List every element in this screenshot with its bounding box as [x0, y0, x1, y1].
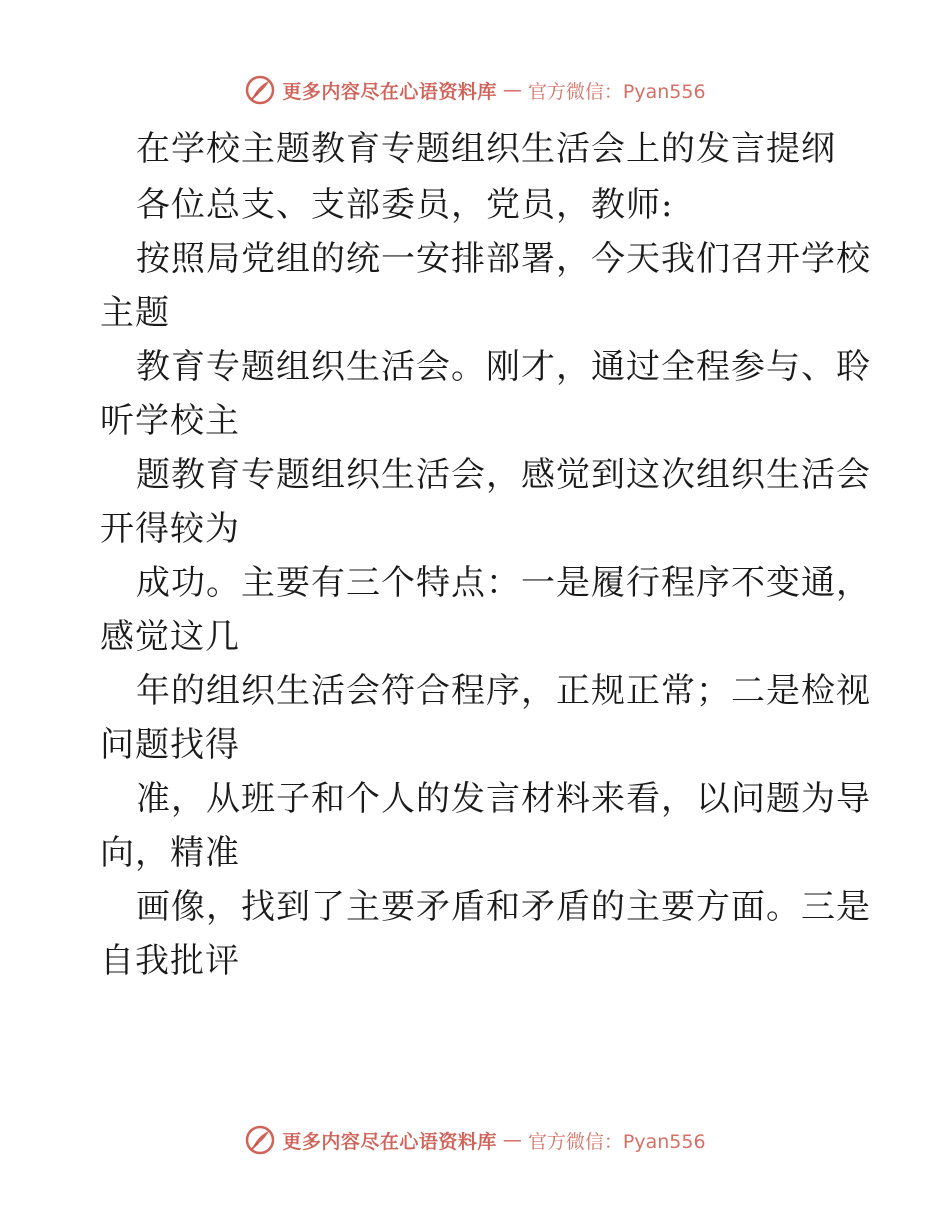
- watermark-separator: —: [502, 79, 522, 101]
- paragraph-line: 教育专题组织生活会。刚才，通过全程参与、聆: [136, 347, 871, 387]
- paragraph-line: 画像，找到了主要矛盾和矛盾的主要方面。三是: [136, 887, 871, 927]
- paragraph-line: 主题: [100, 293, 170, 333]
- feather-quill-logo-icon: [244, 1124, 276, 1156]
- paragraph-line: 听学校主: [100, 401, 240, 441]
- paragraph-line: 问题找得: [100, 725, 240, 765]
- paragraph-line: 开得较为: [100, 509, 240, 549]
- paragraph-line: 成功。主要有三个特点：一是履行程序不变通，: [136, 563, 871, 603]
- paragraph-line: 自我批评: [100, 941, 240, 981]
- paragraph-line: 年的组织生活会符合程序，正规正常；二是检视: [136, 671, 871, 711]
- document-title: 在学校主题教育专题组织生活会上的发言提纲: [136, 129, 836, 169]
- watermark-brand-text: 更多内容尽在心语资料库: [282, 1130, 497, 1153]
- document-body: [100, 122, 871, 988]
- watermark-separator: —: [502, 1129, 522, 1151]
- footer-watermark: [0, 1120, 950, 1160]
- salutation: 各位总支、支部委员，党员，教师:: [136, 185, 674, 225]
- paragraph-line: 感觉这几: [100, 617, 240, 657]
- watermark-wechat-text: 官方微信：Pyan556: [527, 1130, 706, 1153]
- watermark-brand-text: 更多内容尽在心语资料库: [282, 80, 497, 103]
- header-watermark: [0, 70, 950, 110]
- paragraph-line: 按照局党组的统一安排部署，今天我们召开学校: [136, 239, 871, 279]
- watermark-wechat-text: 官方微信：Pyan556: [527, 80, 706, 103]
- paragraph-line: 准，从班子和个人的发言材料来看，以问题为导: [136, 779, 871, 819]
- paragraph-line: 向，精准: [100, 833, 240, 873]
- feather-quill-logo-icon: [244, 74, 276, 106]
- paragraph-line: 题教育专题组织生活会，感觉到这次组织生活会: [136, 455, 871, 495]
